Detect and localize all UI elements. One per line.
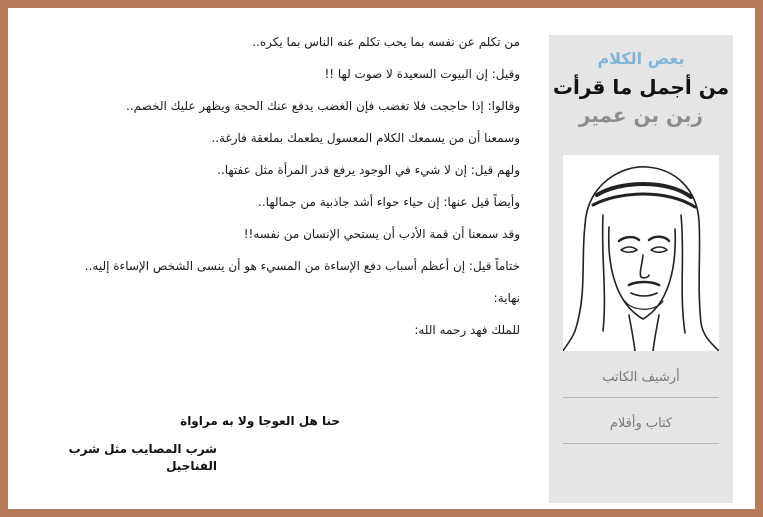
author-portrait bbox=[563, 155, 719, 351]
article-paragraph: ولهم قيل: إن لا شيء في الوجود يرفع قدر المرأة مثل عفتها.. bbox=[217, 163, 520, 177]
article-paragraph: وقالوا: إذا حاججت فلا تغضب فإن الغضب يدفع عنك الحجة ويظهر عليك الخصم.. bbox=[126, 99, 520, 113]
article-paragraph: وقيل: إن البيوت السعيدة لا صوت لها !! bbox=[324, 67, 520, 81]
writers-and-pens-link[interactable]: كتاب وأقلام bbox=[563, 405, 719, 444]
article-paragraph: وسمعنا أن من يسمعك الكلام المعسول يطعمك بملعقة فارغة.. bbox=[211, 131, 520, 145]
poem-verse-first: حنا هل العوجا ولا به مراواة bbox=[180, 414, 340, 428]
article-paragraph: وأيضاً قيل عنها: إن حياء حواء أشد جاذبية من جمالها.. bbox=[258, 195, 520, 209]
article-paragraph: للملك فهد رحمه الله: bbox=[414, 323, 520, 337]
article-paragraph: ختاماً قيل: إن أعظم أسباب دفع الإساءة من المسيء هو أن ينسى الشخص الإساءة إليه.. bbox=[84, 259, 520, 273]
article-paragraph: من تكلم عن نفسه بما يحب تكلم عنه الناس بما يكره.. bbox=[252, 35, 520, 49]
author-name: زبن بن عمير bbox=[578, 103, 704, 127]
author-sidebar bbox=[549, 35, 733, 503]
article-paragraph: وقد سمعنا أن قمة الأدب أن يستحي الإنسان من نفسه!! bbox=[243, 227, 520, 241]
author-archive-link[interactable]: أرشيف الكاتب bbox=[563, 359, 719, 398]
author-portrait-sketch bbox=[563, 155, 719, 351]
article-body bbox=[74, 32, 520, 352]
poem-verse-second: شرب المصايب مثل شرب الفناجيل bbox=[68, 442, 217, 473]
column-title: من أجمل ما قرأت bbox=[552, 75, 730, 99]
section-title: بعض الكلام bbox=[597, 49, 685, 68]
article-paragraph: نهاية: bbox=[493, 291, 520, 305]
